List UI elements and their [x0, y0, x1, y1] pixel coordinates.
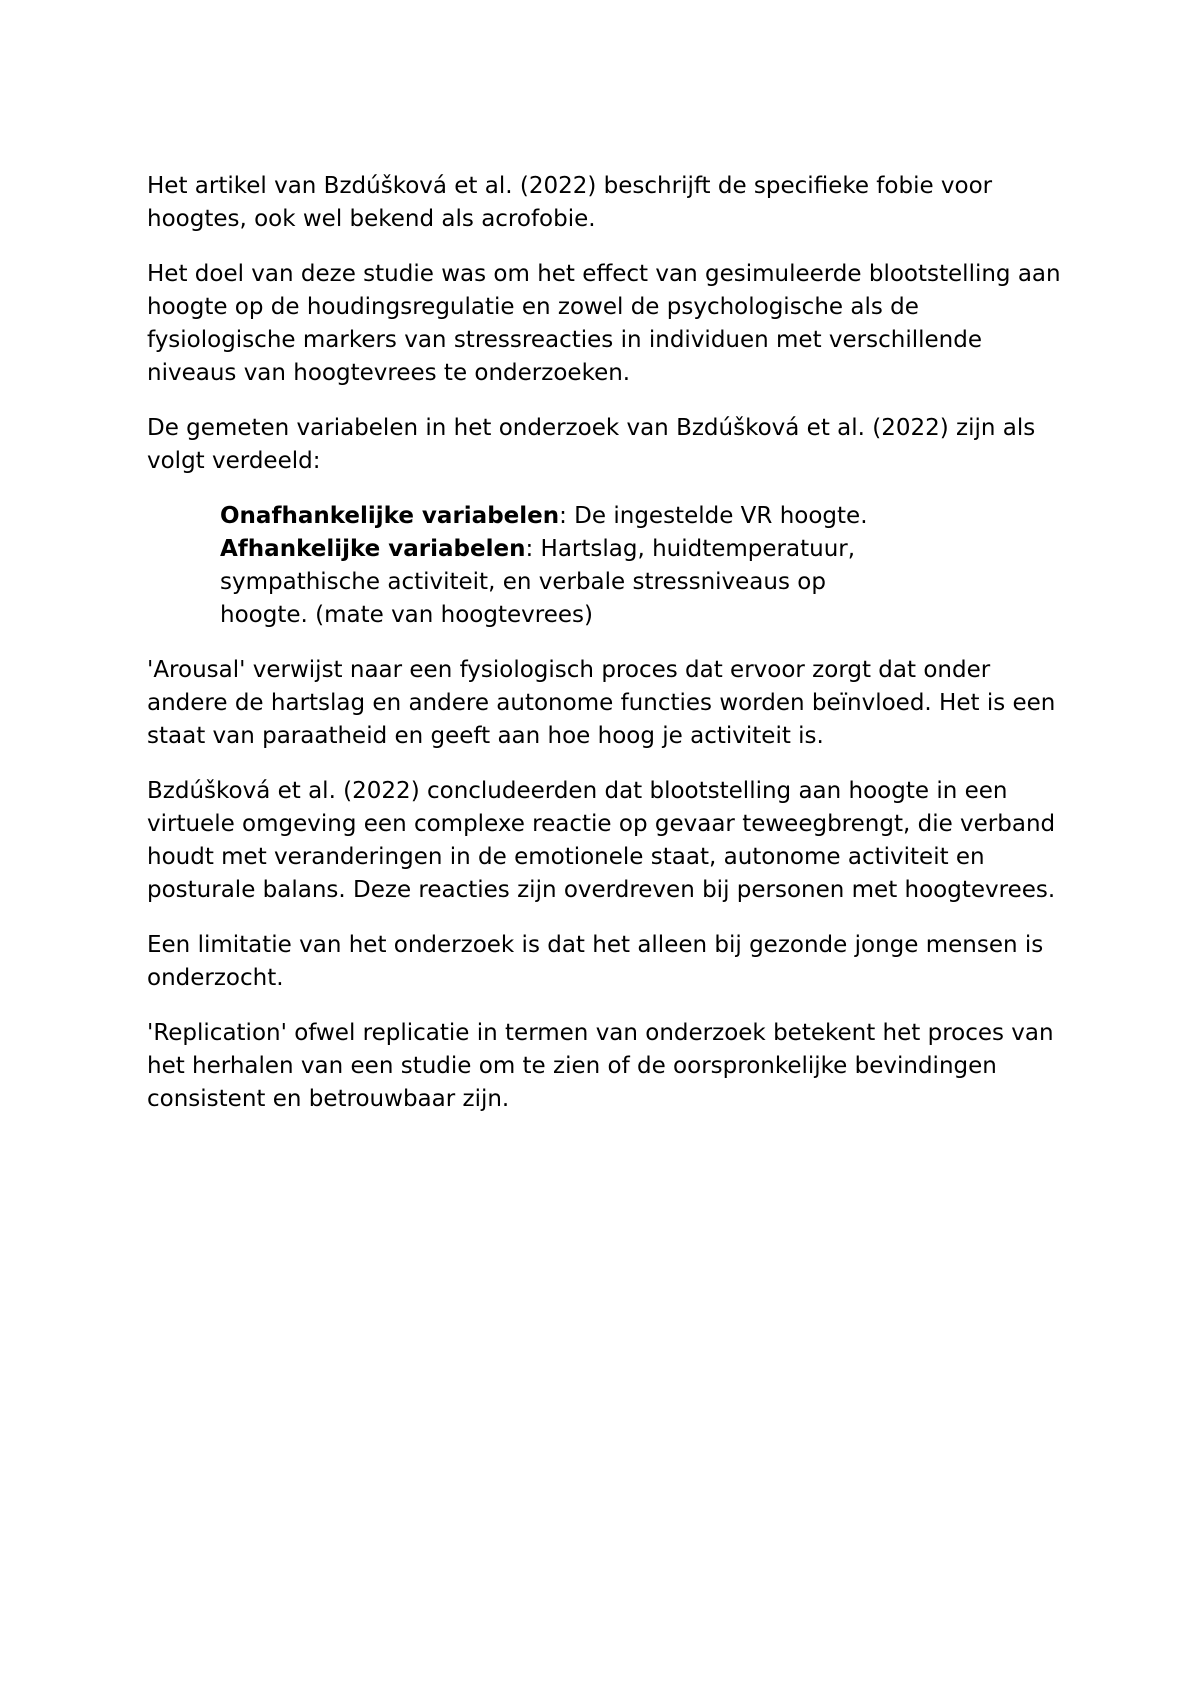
- paragraph-replication: 'Replication' ofwel replicatie in termen van onderzoek betekent het proces van het herhalen van een studie om te zien of de oorspronkelijke bevindingen consistent en betrouwbaar zijn.: [147, 1020, 1054, 1112]
- paragraph-conclusion: Bzdúšková et al. (2022) concludeerden dat blootstelling aan hoogte in een virtuele omgeving een complexe reactie op gevaar teweegbrengt, die verband houdt met veranderingen in de emotionele staat, autonome activiteit en posturale balans. Deze reacties zijn overdreven bij personen met hoogtevrees.: [147, 778, 1056, 903]
- dependent-variables-label: Afhankelijke variabelen: [220, 536, 526, 562]
- paragraph-study-goal: Het doel van deze studie was om het effect van gesimuleerde blootstelling aan hoogte op de houdingsregulatie en zowel de psychologische als de fysiologische markers van stressreacties in individuen met verschillende niveaus van hoogtevrees te onderzoeken.: [147, 261, 1061, 386]
- paragraph-limitation: Een limitatie van het onderzoek is dat het alleen bij gezonde jonge mensen is onderzocht.: [147, 932, 1044, 991]
- paragraph-arousal: 'Arousal' verwijst naar een fysiologisch proces dat ervoor zorgt dat onder andere de hartslag en andere autonome functies worden beïnvloed. Het is een staat van paraatheid en geeft aan hoe hoog je activiteit is.: [147, 657, 1056, 749]
- paragraph-variables-intro: De gemeten variabelen in het onderzoek van Bzdúšková et al. (2022) zijn als volgt verdeeld:: [147, 415, 1036, 474]
- dependent-variables-line: [220, 533, 920, 632]
- paragraph-intro: Het artikel van Bzdúšková et al. (2022) beschrijft de specifieke fobie voor hoogtes, ook wel bekend als acrofobie.: [147, 173, 993, 232]
- independent-variables-line: [220, 500, 920, 533]
- independent-variables-text: : De ingestelde VR hoogte.: [559, 503, 868, 529]
- dependent-variables-text: : Hartslag, huidtemperatuur, sympathische activiteit, en verbale stressniveaus op hoogte. (mate van hoogtevrees): [220, 536, 856, 628]
- variables-block: [220, 500, 920, 632]
- independent-variables-label: Onafhankelijke variabelen: [220, 503, 560, 529]
